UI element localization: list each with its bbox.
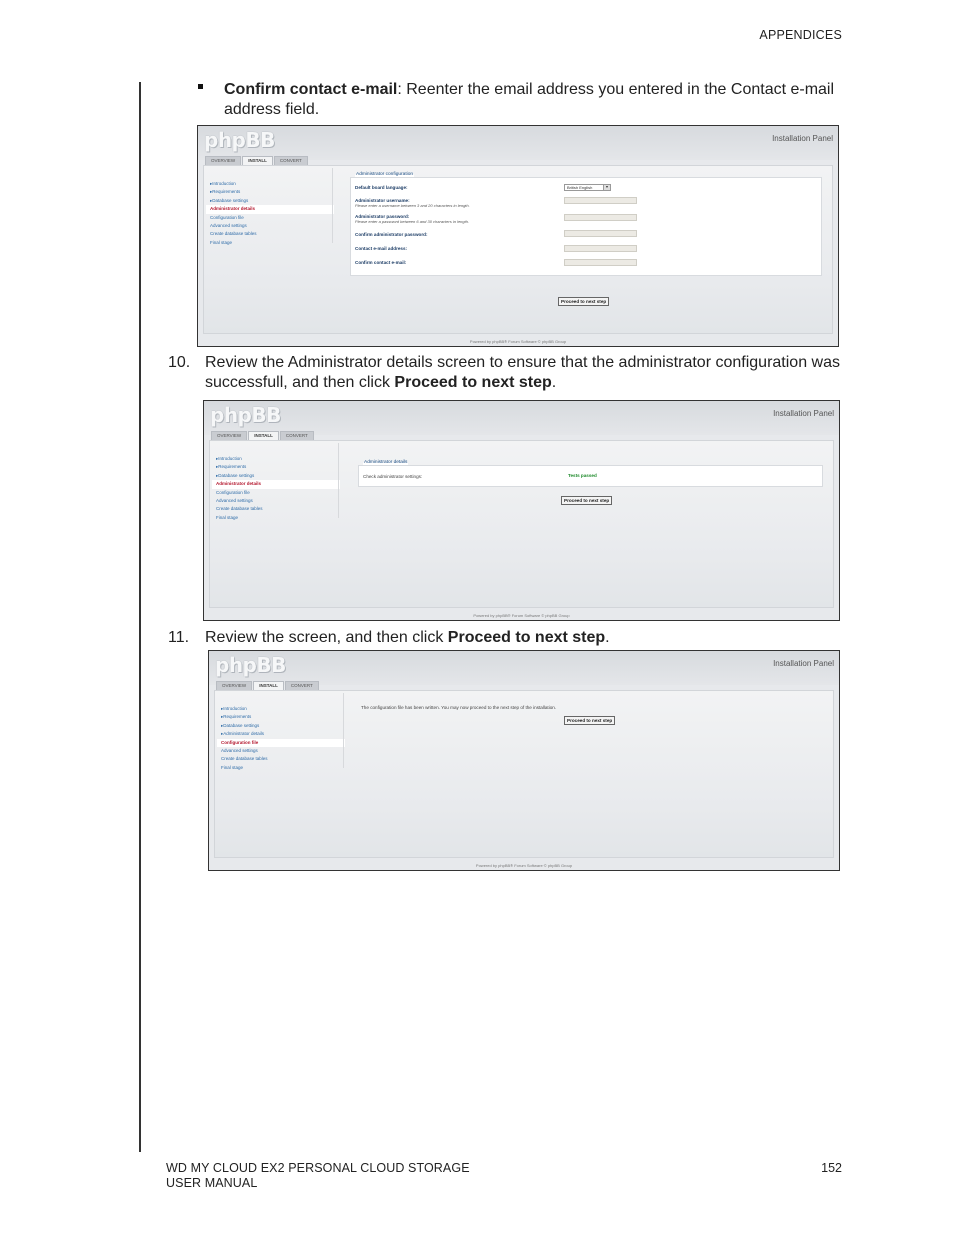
username-input[interactable] [564, 197, 637, 204]
tab-overview[interactable]: OVERVIEW [211, 431, 247, 440]
admin-details-fieldset [358, 460, 823, 487]
menu-item[interactable]: Final stage [221, 764, 244, 770]
menu-item[interactable]: ▸ Database settings [212, 472, 340, 480]
phpbb-footer: Powered by phpBB® Forum Software © phpBB Group [475, 863, 573, 868]
phpbb-logo: phpBB [210, 403, 281, 427]
tab-overview[interactable]: OVERVIEW [205, 156, 241, 165]
install-content [209, 440, 834, 608]
menu-item[interactable]: Advanced settings [216, 498, 253, 504]
menu-item[interactable]: Create database tables [216, 506, 263, 512]
panel-title: Installation Panel [773, 659, 834, 668]
proceed-button[interactable]: Proceed to next step [564, 716, 615, 725]
tests-passed-status: Tests passed [568, 473, 597, 478]
screenshot-admin-details [203, 400, 840, 621]
row-language: Default board language: [355, 185, 408, 190]
tab-install[interactable]: INSTALL [248, 431, 279, 440]
menu-item-current[interactable]: Administrator details [212, 480, 340, 488]
menu-item[interactable]: ▸ Database settings [206, 197, 334, 205]
confirm-password-input[interactable] [564, 230, 637, 237]
menu-item[interactable]: ▸ Administrator details [217, 730, 345, 738]
install-menu [212, 455, 340, 522]
phpbb-logo: phpBB [215, 653, 286, 677]
password-input[interactable] [564, 214, 637, 221]
panel-title: Installation Panel [772, 134, 833, 143]
menu-item[interactable]: ▸ Requirements [206, 188, 334, 196]
menu-item[interactable]: ▸ Requirements [212, 463, 340, 471]
tab-bar [211, 431, 314, 440]
install-content [203, 165, 833, 334]
menu-item[interactable]: Create database tables [210, 231, 257, 237]
bullet-term: Confirm contact e-mail [224, 81, 398, 98]
menu-item[interactable]: Final stage [210, 239, 233, 245]
screenshot-admin-configuration [197, 125, 839, 347]
menu-item-current[interactable]: Configuration file [217, 739, 345, 747]
tab-bar [216, 681, 319, 690]
menu-item[interactable]: ▸ Introduction [212, 455, 340, 463]
tab-bar [205, 156, 308, 165]
menu-item-current[interactable]: Administrator details [206, 205, 334, 213]
install-menu [217, 705, 345, 772]
tab-overview[interactable]: OVERVIEW [216, 681, 252, 690]
proceed-button[interactable]: Proceed to next step [561, 496, 612, 505]
bullet-text: : Reenter the email address you entered in the Contact e-mail address field. [224, 81, 835, 118]
step-number: 10. [168, 354, 191, 371]
menu-item[interactable]: Configuration file [216, 489, 250, 495]
config-written-message: The configuration file has been written. You may now proceed to the next step of the installation. [361, 705, 557, 710]
menu-item[interactable]: Configuration file [210, 214, 244, 220]
document-footer [166, 1161, 470, 1191]
panel-title: Installation Panel [773, 409, 834, 418]
tab-convert[interactable]: CONVERT [280, 431, 314, 440]
email-input[interactable] [564, 245, 637, 252]
install-menu [206, 180, 334, 247]
tab-convert[interactable]: CONVERT [285, 681, 319, 690]
menu-item[interactable]: ▸ Introduction [217, 705, 345, 713]
tab-install[interactable]: INSTALL [253, 681, 284, 690]
menu-item[interactable]: Final stage [216, 514, 239, 520]
row-confirm-email: Confirm contact e-mail: [355, 260, 407, 265]
admin-config-fieldset [350, 172, 822, 276]
menu-item[interactable]: ▸ Requirements [217, 713, 345, 721]
row-email: Contact e-mail address: [355, 246, 408, 251]
language-select[interactable]: British English ▼ [564, 184, 611, 191]
screenshot-configuration-file [208, 650, 840, 871]
confirm-email-input[interactable] [564, 259, 637, 266]
margin-rule [139, 82, 141, 1152]
tab-install[interactable]: INSTALL [242, 156, 273, 165]
section-header: APPENDICES [759, 28, 842, 42]
menu-item[interactable]: ▸ Database settings [217, 722, 345, 730]
chevron-down-icon: ▼ [603, 185, 610, 190]
proceed-button[interactable]: Proceed to next step [558, 297, 609, 306]
fieldset-legend: Administrator details [364, 460, 408, 465]
fieldset-legend: Administrator configuration [356, 172, 414, 177]
tab-convert[interactable]: CONVERT [274, 156, 308, 165]
menu-item[interactable]: Advanced settings [221, 748, 258, 754]
phpbb-logo: phpBB [204, 128, 275, 152]
install-content [214, 690, 834, 858]
phpbb-footer: Powered by phpBB® Forum Software © phpBB Group [469, 339, 567, 344]
product-name: WD MY CLOUD EX2 PERSONAL CLOUD STORAGE [166, 1161, 470, 1175]
bullet-mark [198, 84, 203, 89]
menu-item[interactable]: Advanced settings [210, 223, 247, 229]
phpbb-footer: Powered by phpBB® Forum Software © phpBB Group [473, 613, 570, 618]
page-number: 152 [821, 1161, 842, 1175]
menu-item[interactable]: Create database tables [221, 756, 268, 762]
manual-label: USER MANUAL [166, 1176, 258, 1190]
row-confirm-password: Confirm administrator password: [355, 232, 428, 237]
row-username: Administrator username: Please enter a username between 3 and 20 characters in length. [355, 198, 470, 208]
row-password: Administrator password: Please enter a password between 6 and 30 characters in length. [355, 214, 470, 224]
menu-item[interactable]: ▸ Introduction [206, 180, 334, 188]
check-label: Check administrator settings: [363, 474, 423, 479]
step-number: 11. [168, 629, 190, 646]
